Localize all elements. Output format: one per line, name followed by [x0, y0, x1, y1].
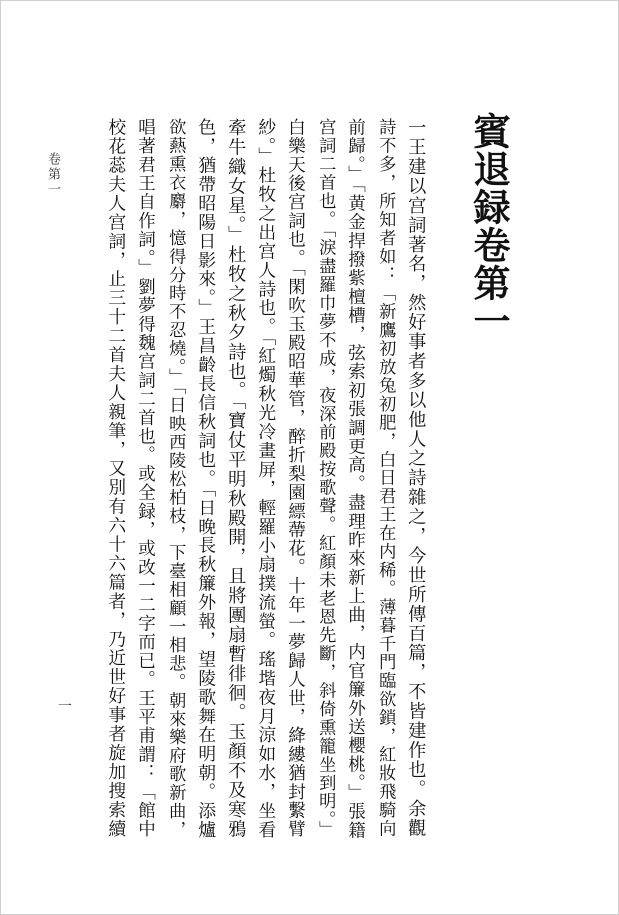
text-column-4: 宫詞二首也。「淚盡羅巾夢不成，夜深前殿按歌聲。紅顏未老恩先斷，斜倚熏籠坐到明。」	[315, 118, 336, 839]
text-column-8: 色，猶帶昭陽日影來。」王昌齡長信秋詞也。「日晚長秋簾外報，望陵歌舞在明朝。添爐	[195, 118, 216, 840]
text-column-10: 唱著君王自作詞。」劉夢得魏宫詞二首也。或全録，或改一二字而已。王平甫謂：「館中	[135, 118, 156, 839]
text-column-5: 白樂天後宫詞也。「閑吹玉殿昭華管，醉折梨園縹蔕花。十年一夢歸人世，絳縷猶封繫臂	[285, 118, 306, 839]
text-column-11: 校花蕊夫人宫詞，止三十二首夫人親筆，又別有六十六篇者，乃近世好事者旋加搜索續	[105, 118, 126, 839]
running-head: 卷第一	[45, 152, 60, 197]
text-column-1: 一王建以宫詞著名，然好事者多以他人之詩雜之，今世所傳百篇，不皆建作也。余觀	[405, 118, 427, 838]
text-column-6: 紗。」杜牧之出宫人詩也。「紅燭秋光冷畫屏，輕羅小扇撲流螢。瑤堦夜月涼如水，坐看	[255, 118, 276, 840]
text-column-9: 欲爇熏衣麝，憶得分時不忍燒。」「日映西陵松柏枝，下臺相顧一相悲。朝來樂府歌新曲，	[165, 118, 186, 839]
chapter-title: 賓退録卷第一	[467, 112, 511, 340]
text-column-7: 牽牛織女星。」杜牧之秋夕詩也。「寶仗平明秋殿開，且將團扇暫徘徊。玉顏不及寒鴉	[225, 118, 247, 839]
text-column-2: 詩不多，所知者如：「新鷹初放兔初肥，白日君王在内稀。薄暮千門臨欲鎖，紅妝飛騎向	[375, 118, 396, 838]
text-column-3: 前歸。」「黄金捍撥紫檀槽，弦索初張調更高。盡理昨來新上曲，内官簾外送櫻桃。」張籍	[345, 118, 366, 840]
page-number: 一	[58, 699, 72, 715]
